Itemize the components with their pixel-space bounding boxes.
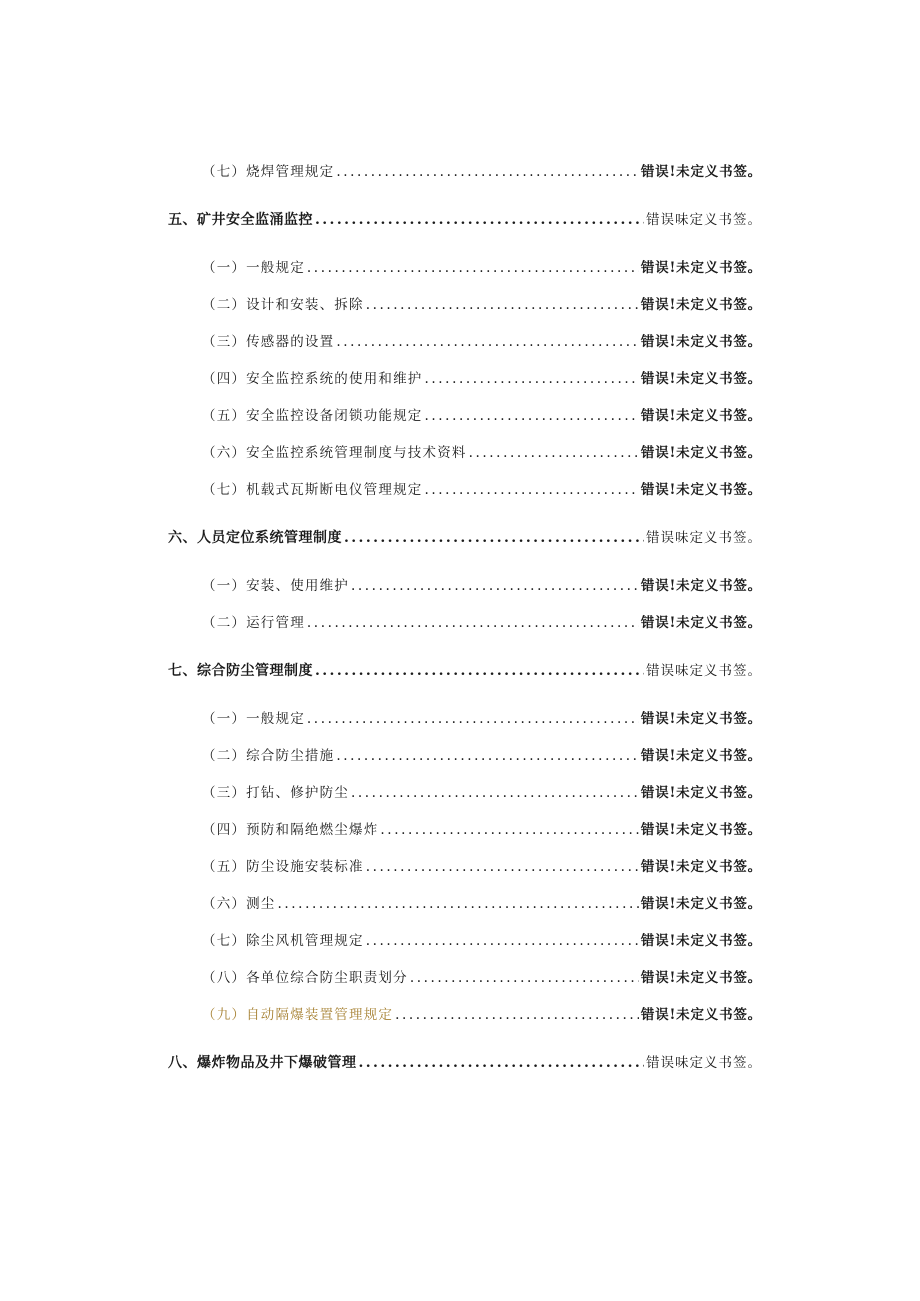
toc-entry[interactable] bbox=[202, 256, 762, 280]
toc-entry[interactable] bbox=[202, 781, 762, 805]
toc-entry-title: （二）综合防尘措施 bbox=[202, 748, 335, 764]
toc-entry-title: （六）安全监控系统管理制度与技术资料 bbox=[202, 445, 467, 461]
dot-leader bbox=[315, 659, 644, 683]
toc-entry-page-ref: 错误!未定义书签。 bbox=[640, 711, 762, 727]
dot-leader bbox=[366, 855, 639, 879]
toc-entry[interactable] bbox=[202, 293, 762, 317]
dot-leader bbox=[315, 208, 644, 232]
toc-entry-page-ref: 错误味定义书签。 bbox=[646, 663, 762, 679]
toc-entry[interactable] bbox=[202, 855, 762, 879]
toc-entry-page-ref: 错误味定义书签。 bbox=[646, 212, 762, 228]
dot-leader bbox=[351, 781, 639, 805]
toc-entry-page-ref: 错误!未定义书签。 bbox=[640, 297, 762, 313]
toc-entry-page-ref: 错误!未定义书签。 bbox=[640, 970, 762, 986]
toc-entry-title: （七）机载式瓦斯断电仪管理规定 bbox=[202, 482, 423, 498]
toc-entry[interactable] bbox=[202, 441, 762, 465]
toc-entry-title: （三）打钻、修护防尘 bbox=[202, 785, 349, 801]
toc-entry[interactable] bbox=[202, 404, 762, 428]
toc-entry[interactable] bbox=[202, 478, 762, 502]
toc-entry[interactable] bbox=[202, 367, 762, 391]
dot-leader bbox=[425, 478, 639, 502]
toc-entry-page-ref: 错误!未定义书签。 bbox=[640, 933, 762, 949]
dot-leader bbox=[336, 744, 639, 768]
toc-entry-page-ref: 错误!未定义书签。 bbox=[640, 1007, 762, 1023]
dot-leader bbox=[351, 574, 639, 598]
toc-entry[interactable] bbox=[202, 818, 762, 842]
toc-entry-title: （七）烧焊管理规定 bbox=[202, 164, 335, 180]
toc-entry-page-ref: 错误!未定义书签。 bbox=[640, 822, 762, 838]
toc-entry[interactable] bbox=[202, 744, 762, 768]
toc-entry-title: （一）一般规定 bbox=[202, 260, 305, 276]
dot-leader bbox=[425, 404, 639, 428]
dot-leader bbox=[278, 892, 639, 916]
toc-entry[interactable] bbox=[202, 707, 762, 731]
toc-entry-page-ref: 错误味定义书签。 bbox=[646, 1055, 762, 1071]
toc-entry-title: （二）运行管理 bbox=[202, 615, 305, 631]
toc-section-heading[interactable] bbox=[168, 1051, 762, 1075]
toc-entry-page-ref: 错误!未定义书签。 bbox=[640, 578, 762, 594]
toc-entry-page-ref: 错误!未定义书签。 bbox=[640, 748, 762, 764]
toc-entry[interactable] bbox=[202, 892, 762, 916]
toc-section-heading[interactable] bbox=[168, 659, 762, 683]
toc-entry-title: （五）防尘设施安装标准 bbox=[202, 859, 364, 875]
toc-entry[interactable] bbox=[202, 574, 762, 598]
toc-entry-title: （一）安装、使用维护 bbox=[202, 578, 349, 594]
toc-entry-title: （九）自动隔爆装置管理规定 bbox=[202, 1007, 394, 1023]
toc-entry-title: 八、爆炸物品及井下爆破管理 bbox=[168, 1055, 357, 1071]
dot-leader bbox=[410, 966, 639, 990]
dot-leader bbox=[395, 1003, 639, 1027]
dot-leader bbox=[359, 1051, 645, 1075]
toc-entry-title: （八）各单位综合防尘职责划分 bbox=[202, 970, 408, 986]
toc-entry-title: （一）一般规定 bbox=[202, 711, 305, 727]
toc-entry[interactable] bbox=[202, 929, 762, 953]
dot-leader bbox=[425, 367, 639, 391]
toc-entry-title: （二）设计和安装、拆除 bbox=[202, 297, 364, 313]
dot-leader bbox=[336, 330, 639, 354]
toc-entry-highlighted[interactable] bbox=[202, 1003, 762, 1027]
toc-entry-title: 五、矿井安全监涌监控 bbox=[168, 212, 313, 228]
dot-leader bbox=[380, 818, 638, 842]
toc-entry-page-ref: 错误!未定义书签。 bbox=[640, 445, 762, 461]
toc-entry-title: （四）预防和隔绝燃尘爆炸 bbox=[202, 822, 379, 838]
toc-entry-page-ref: 错误!未定义书签。 bbox=[640, 334, 762, 350]
toc-entry[interactable] bbox=[202, 611, 762, 635]
toc-entry[interactable] bbox=[202, 330, 762, 354]
dot-leader bbox=[307, 707, 639, 731]
toc-entry-title: （四）安全监控系统的使用和维护 bbox=[202, 371, 423, 387]
toc-section-heading[interactable] bbox=[168, 208, 762, 232]
toc-entry-page-ref: 错误!未定义书签。 bbox=[640, 164, 762, 180]
toc-entry-page-ref: 错误!未定义书签。 bbox=[640, 408, 762, 424]
toc-entry-page-ref: 错误!未定义书签。 bbox=[640, 785, 762, 801]
dot-leader bbox=[366, 293, 639, 317]
dot-leader bbox=[336, 160, 639, 184]
toc-entry-page-ref: 错误!未定义书签。 bbox=[640, 482, 762, 498]
toc-entry-page-ref: 错误!未定义书签。 bbox=[640, 615, 762, 631]
toc-entry-title: （三）传感器的设置 bbox=[202, 334, 335, 350]
toc-entry[interactable] bbox=[202, 966, 762, 990]
toc-entry-title: （六）测尘 bbox=[202, 896, 276, 912]
toc-entry-title: （五）安全监控设备闭锁功能规定 bbox=[202, 408, 423, 424]
toc-section-heading[interactable] bbox=[168, 526, 762, 550]
toc-entry-page-ref: 错误!未定义书签。 bbox=[640, 859, 762, 875]
dot-leader bbox=[307, 611, 639, 635]
toc-entry-page-ref: 错误味定义书签。 bbox=[646, 530, 762, 546]
toc-entry[interactable] bbox=[202, 160, 762, 184]
dot-leader bbox=[307, 256, 639, 280]
toc-entry-page-ref: 错误!未定义书签。 bbox=[640, 260, 762, 276]
toc-entry-title: 七、综合防尘管理制度 bbox=[168, 663, 313, 679]
toc-entry-page-ref: 错误!未定义书签。 bbox=[640, 371, 762, 387]
toc-entry-title: （七）除尘风机管理规定 bbox=[202, 933, 364, 949]
dot-leader bbox=[344, 526, 644, 550]
toc-entry-page-ref: 错误!未定义书签。 bbox=[640, 896, 762, 912]
dot-leader bbox=[469, 441, 639, 465]
toc-entry-title: 六、人员定位系统管理制度 bbox=[168, 530, 342, 546]
dot-leader bbox=[366, 929, 639, 953]
